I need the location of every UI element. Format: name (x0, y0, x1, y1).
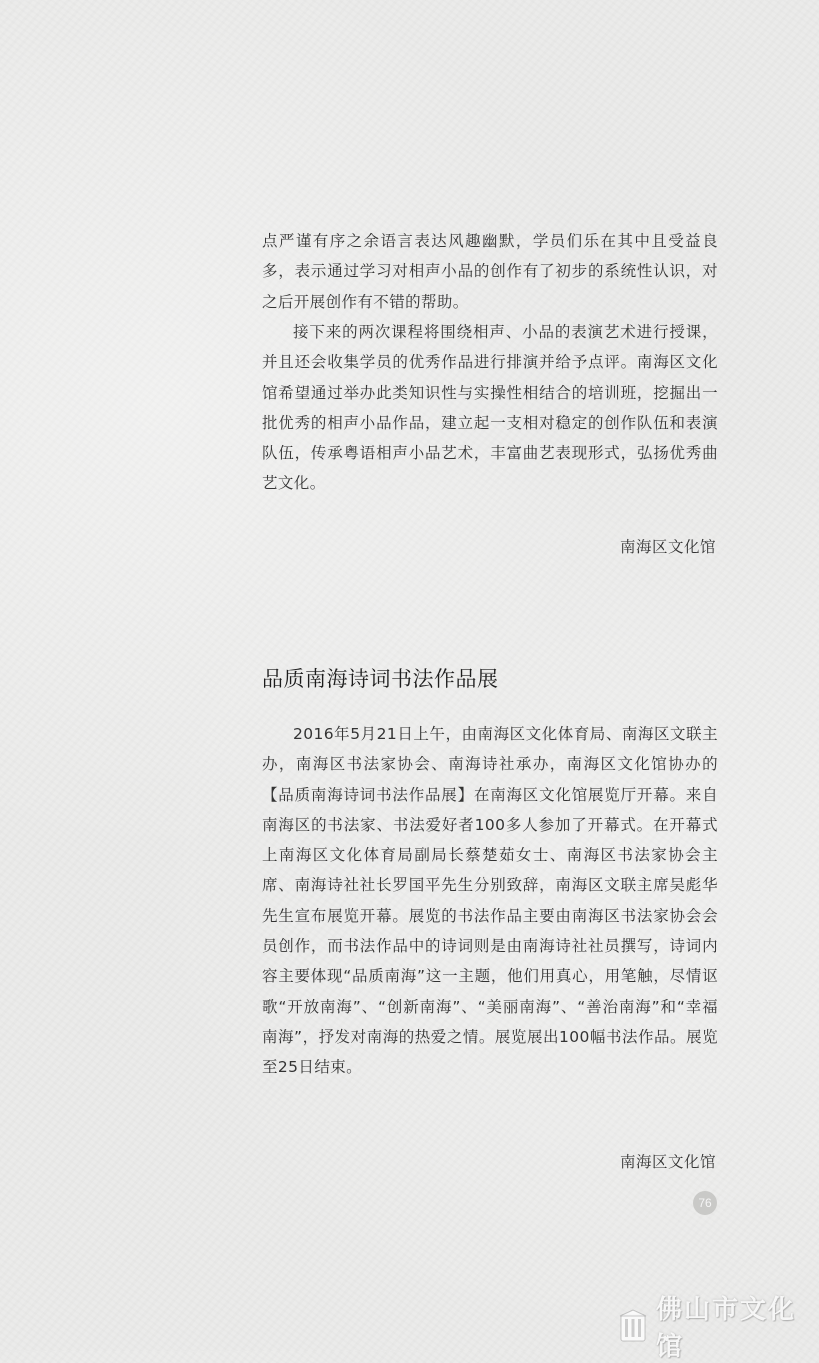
building-icon (618, 1309, 648, 1343)
article1-signature: 南海区文化馆 (619, 538, 716, 556)
watermark-text: 佛山市文化馆 (656, 1295, 797, 1362)
article2-signature: 南海区文化馆 (619, 1153, 716, 1171)
article2-paragraph: 2016年5月21日上午，由南海区文化体育局、南海区文联主办，南海区书法家协会、南海诗社承办，南海区文化馆协办的【品质南海诗词书法作品展】在南海区文化馆展览厅开幕。来自南海区的书法家、书法爱好者100多人参加了开幕式。在开幕式上南海区文化体育局副局长蔡楚茹女士、南海区书法家协会主席、南海诗社社长罗国平先生分别致辞，南海区文联主席吴彪华先生宣布展览开幕。展览的书法作品主要由南海区书法家协会会员创作，而书法作品中的诗词则是由南海诗社社员撰写，诗词内容主要体现“品质南海”这一主题，他们用真心，用笔触，尽情讴歌“开放南海”、“创新南海”、“美丽南海”、“善治南海”和“幸福南海”，抒发对南海的热爱之情。展览展出100幅书法作品。展览至25日结束。 (262, 725, 718, 1077)
watermark (618, 1295, 819, 1362)
article1-paragraph-2: 接下来的两次课程将围绕相声、小品的表演艺术进行授课，并且还会收集学员的优秀作品进行排演并给予点评。南海区文化馆希望通过举办此类知识性与实操性相结合的培训班，挖掘出一批优秀的相声小品作品，建立起一支相对稳定的创作队伍和表演队伍，传承粤语相声小品艺术，丰富曲艺表现形式，弘扬优秀曲艺文化。 (262, 323, 718, 493)
article-title: 品质南海诗词书法作品展 (262, 667, 499, 691)
article1-paragraph-1: 点严谨有序之余语言表达风趣幽默，学员们乐在其中且受益良多，表示通过学习对相声小品的创作有了初步的系统性认识，对之后开展创作有不错的帮助。 (262, 232, 718, 311)
page-number-badge: 76 (693, 1191, 717, 1215)
